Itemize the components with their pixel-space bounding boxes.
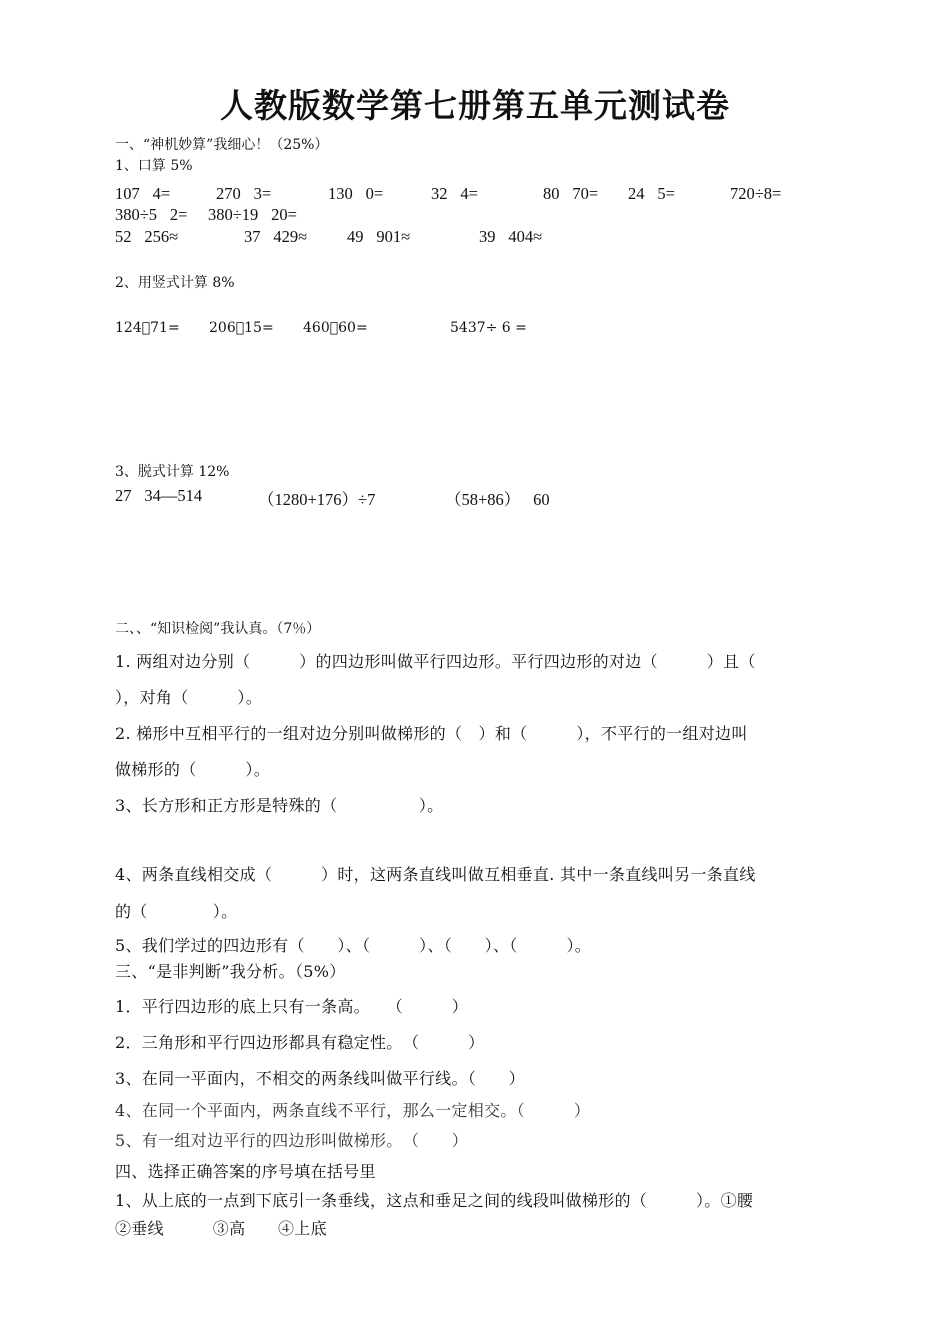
oral-item: 130􏰀0= — [328, 184, 384, 203]
choice-1-line-1: 1、从上底的一点到下底引一条垂线，这点和垂足之间的线段叫做梯形的（ ）。①腰 — [115, 1191, 754, 1210]
q2-1-line-1: 1. 两组对边分别（ ）的四边形叫做平行四边形。平行四边形的对边（ ）且（ — [115, 652, 756, 671]
stepwise-item: （1280+176）÷7 — [258, 490, 376, 509]
oral-item: 24􏰀5= — [628, 184, 675, 203]
judge-item-3: 3、在同一平面内，不相交的两条线叫做平行线。（ ） — [115, 1069, 525, 1088]
oral-item: 52􏰀256≈ — [115, 227, 179, 246]
vertical-item: 206􏰀15= — [209, 320, 274, 336]
judge-item-1: 1．平行四边形的底上只有一条高。 （ ） — [115, 997, 469, 1016]
oral-item: 380÷5􏰀2= — [115, 205, 188, 224]
oral-item: 32􏰀4= — [431, 184, 478, 203]
oral-heading: 1、口算 5% — [115, 158, 193, 174]
q2-1-line-2: ），对角（ ）。 — [115, 688, 263, 707]
section3-heading: 三、“是非判断”我分析。（5%） — [115, 962, 346, 981]
oral-item: 49􏰀901≈ — [347, 227, 411, 246]
vertical-heading: 2、用竖式计算 8% — [115, 275, 235, 291]
oral-item: 380÷19􏰀20= — [208, 205, 297, 224]
judge-item-2: 2．三角形和平行四边形都具有稳定性。 （ ） — [115, 1033, 485, 1052]
q2-2-line-2: 做梯形的（ ）。 — [115, 760, 271, 779]
oral-item: 270􏰀3= — [216, 184, 272, 203]
section2-heading: 二、、“知识检阅”我认真。（7％） — [115, 621, 321, 637]
oral-row-3 — [0, 227, 950, 249]
q2-2-line-1: 2. 梯形中互相平行的一组对边分别叫做梯形的（ ）和（ ），不平行的一组对边叫 — [115, 724, 748, 743]
section1-heading: 一、“神机妙算”我细心！（25%） — [115, 137, 329, 153]
stepwise-row — [0, 486, 950, 508]
stepwise-item: 27􏰀34—514 — [115, 486, 203, 505]
stepwise-heading: 3、脱式计算 12% — [115, 464, 230, 480]
page-title: 人教版数学第七册第五单元测试卷 — [220, 86, 730, 125]
oral-item: 80􏰀70= — [543, 184, 599, 203]
judge-item-4: 4、在同一个平面内，两条直线不平行，那么一定相交。（ ） — [115, 1101, 591, 1120]
oral-row-1 — [0, 184, 950, 206]
stepwise-item: （58+86）􏰀60 — [445, 490, 550, 509]
q2-5: 5、我们学过的四边形有（ ）、（ ）、（ ）、（ ）。 — [115, 936, 592, 955]
vertical-row — [0, 320, 950, 342]
vertical-item: 124􏰀71= — [115, 320, 180, 336]
q2-4-line-1: 4、两条直线相交成（ ）时，这两条直线叫做互相垂直. 其中一条直线叫另一条直线 — [115, 865, 756, 884]
oral-item: 107􏰀4= — [115, 184, 171, 203]
section4-heading: 四、选择正确答案的序号填在括号里 — [115, 1162, 376, 1181]
oral-item: 720÷8= — [730, 184, 782, 203]
q2-4-line-2: 的（ ）。 — [115, 902, 238, 921]
vertical-item: 5437÷ 6 = — [450, 320, 527, 336]
judge-item-5: 5、有一组对边平行的四边形叫做梯形。 （ ） — [115, 1131, 469, 1150]
q2-3: 3、长方形和正方形是特殊的（ ）。 — [115, 796, 444, 815]
oral-row-2 — [0, 205, 950, 227]
vertical-item: 460􏰀60= — [303, 320, 368, 336]
oral-item: 37􏰀429≈ — [244, 227, 308, 246]
choice-1-line-2: ②垂线 ③高 ④上底 — [115, 1219, 327, 1238]
oral-item: 39􏰀404≈ — [479, 227, 543, 246]
